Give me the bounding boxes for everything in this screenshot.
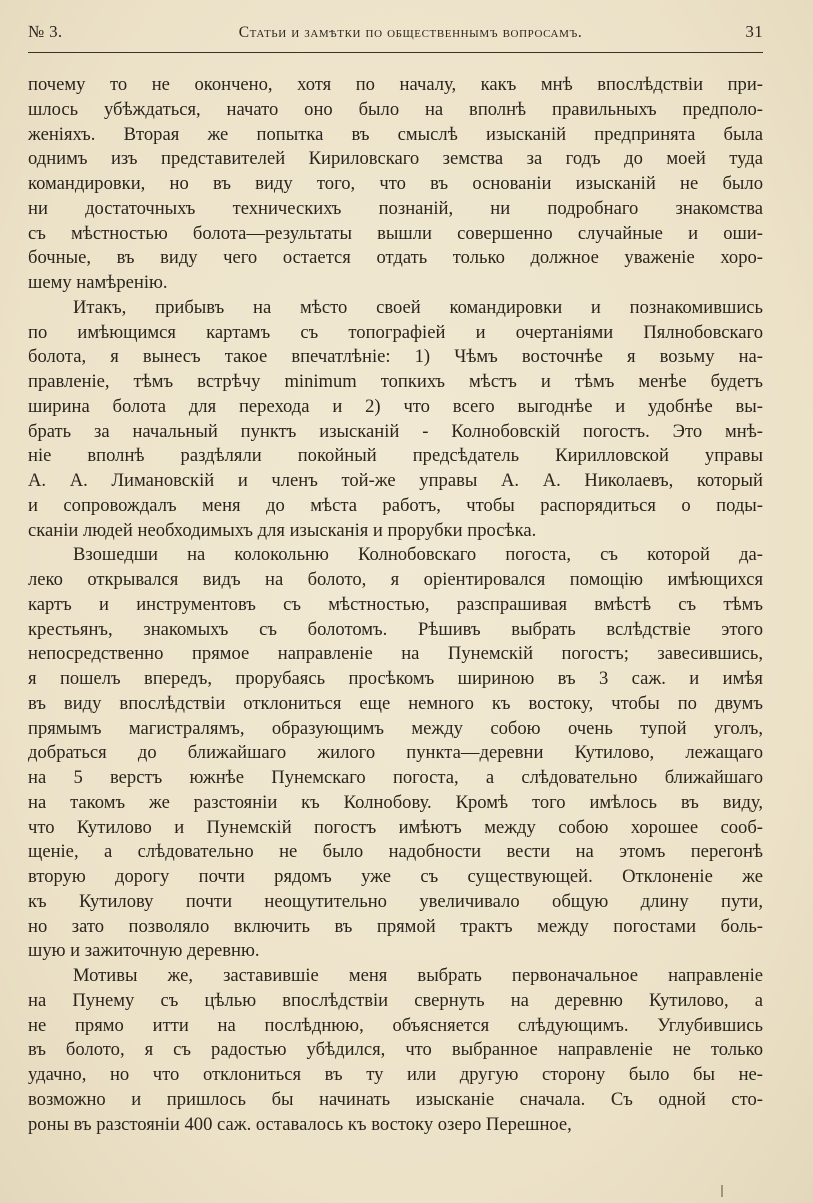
text-line: бочные, въ виду чего остается отдать только должное уваженіе хоро- — [28, 247, 763, 269]
text-line: картъ и инструментовъ съ мѣстностью, разспрашивая вмѣстѣ съ тѣмъ — [28, 593, 763, 615]
text-line: командировки, но въ виду того, что въ основаніи изысканій не было — [28, 173, 763, 194]
text-line: почему то не окончено, хотя по началу, какъ мнѣ впослѣдствіи при- — [28, 74, 763, 95]
text-line: я пошелъ впередъ, прорубаясь просѣкомъ шириною въ 3 саж. и имѣя — [28, 668, 763, 689]
text-line: добраться до ближайшаго жилого пункта—деревни Кутилово, лежащаго — [28, 742, 763, 764]
text-line: въ виду впослѣдствіи отклониться еще немного къ востоку, чтобы по двумъ — [28, 692, 763, 714]
text-line: брать за начальный пунктъ изысканій - Колнобовскій погостъ. Это мнѣ- — [28, 420, 763, 442]
text-line: сканіи людей необходимыхъ для изысканія и прорубки просѣка. — [28, 519, 537, 541]
text-line: ни достаточныхъ техническихъ познаній, ни подробнаго знакомства — [28, 197, 763, 219]
text-line: возможно и пришлось бы начинать изысканіе сначала. Съ одной сто- — [28, 1088, 763, 1110]
text-line: А. А. Лимановскій и членъ той-же управы А. А. Николаевъ, который — [28, 470, 763, 491]
paragraph — [28, 964, 763, 1137]
text-line: правленіе, тѣмъ встрѣчу minimum топкихъ мѣстъ и тѣмъ менѣе будетъ — [28, 371, 763, 392]
text-line: къ Кутилову почти неощутительно увеличивало общую длину пути, — [28, 890, 763, 912]
text-line: удачно, но что отклониться въ ту или другую сторону было бы не- — [28, 1064, 763, 1085]
text-line: непосредственно прямое направленіе на Пунемскій погостъ; завесившись, — [28, 643, 763, 665]
text-line: роны въ разстояніи 400 саж. оставалось къ востоку озеро Перешное, — [28, 1113, 572, 1135]
running-header — [28, 22, 763, 48]
section-title: Статьи и замѣтки по общественнымъ вопросамъ. — [238, 24, 583, 41]
text-line: ніе вполнѣ раздѣляли покойный предсѣдатель Кирилловской управы — [28, 445, 763, 467]
text-line: шлось убѣждаться, начато оно было на вполнѣ правильныхъ предполо- — [28, 98, 763, 120]
text-line: крестьянъ, знакомыхъ съ болотомъ. Рѣшивъ выбрать вслѣдствіе этого — [28, 618, 763, 640]
text-line: прямымъ магистралямъ, образующимъ между собою очень тупой уголъ, — [28, 717, 763, 739]
text-line: леко открывался видъ на болото, я оріентировался помощію имѣющихся — [28, 569, 763, 590]
text-line: Мотивы же, заставившіе меня выбрать первоначальное направленіе — [73, 965, 763, 986]
text-line: однимъ изъ представителей Кириловскаго земства за годъ до моей туда — [28, 148, 763, 170]
text-line: шему намѣренію. — [28, 272, 168, 293]
text-line: что Кутилово и Пунемскій погостъ имѣютъ между собою хорошее сооб- — [28, 816, 763, 838]
text-line: не прямо итти на послѣднюю, объясняется слѣдующимъ. Углубившись — [28, 1014, 763, 1036]
text-line: съ мѣстностью болота—результаты вышли совершенно случайные и оши- — [28, 222, 763, 244]
text-line: но зато позволяло включить въ прямой трактъ между погостами боль- — [28, 915, 763, 937]
paper-blemish — [721, 1185, 723, 1197]
text-line: женіяхъ. Вторая же попытка въ смыслѣ изысканій предпринята была — [28, 123, 763, 145]
text-line: на 5 верстъ южнѣе Пунемскаго погоста, а слѣдовательно ближайшаго — [28, 767, 763, 788]
text-line: болота, я вынесъ такое впечатлѣніе: 1) Чѣмъ восточнѣе я возьму на- — [28, 346, 763, 368]
text-line: Взошедши на колокольню Колнобовскаго погоста, съ которой да- — [73, 544, 763, 566]
text-line: на такомъ же разстояніи къ Колнобову. Кромѣ того имѣлось въ виду, — [28, 791, 763, 813]
text-line: ширина болота для перехода и 2) что всего выгоднѣе и удобнѣе вы- — [28, 395, 763, 417]
text-line: и сопровождалъ меня до мѣста работъ, чтобы распорядиться о поды- — [28, 494, 763, 516]
paragraph — [28, 543, 763, 964]
text-line: шую и зажиточную деревню. — [28, 940, 260, 962]
page-number: 31 — [745, 22, 763, 41]
text-line: на Пунему съ цѣлью впослѣдствіи свернуть на деревню Кутилово, а — [28, 989, 763, 1011]
text-line: вторую дорогу почти рядомъ уже съ существующей. Отклоненіе же — [28, 866, 763, 887]
article-body — [28, 73, 763, 1137]
text-line: щеніе, а слѣдовательно не было надобности вести на этомъ перегонѣ — [28, 841, 763, 863]
text-line: Итакъ, прибывъ на мѣсто своей командировки и познакомившись — [73, 296, 763, 318]
paragraph — [28, 296, 763, 544]
text-line: въ болото, я съ радостью убѣдился, что выбранное направленіе не только — [28, 1039, 763, 1061]
paragraph — [28, 73, 763, 296]
issue-number: № 3. — [28, 22, 63, 41]
header-rule — [28, 52, 763, 53]
text-line: по имѣющимся картамъ съ топографіей и очертаніями Пялнобовскаго — [28, 321, 763, 343]
